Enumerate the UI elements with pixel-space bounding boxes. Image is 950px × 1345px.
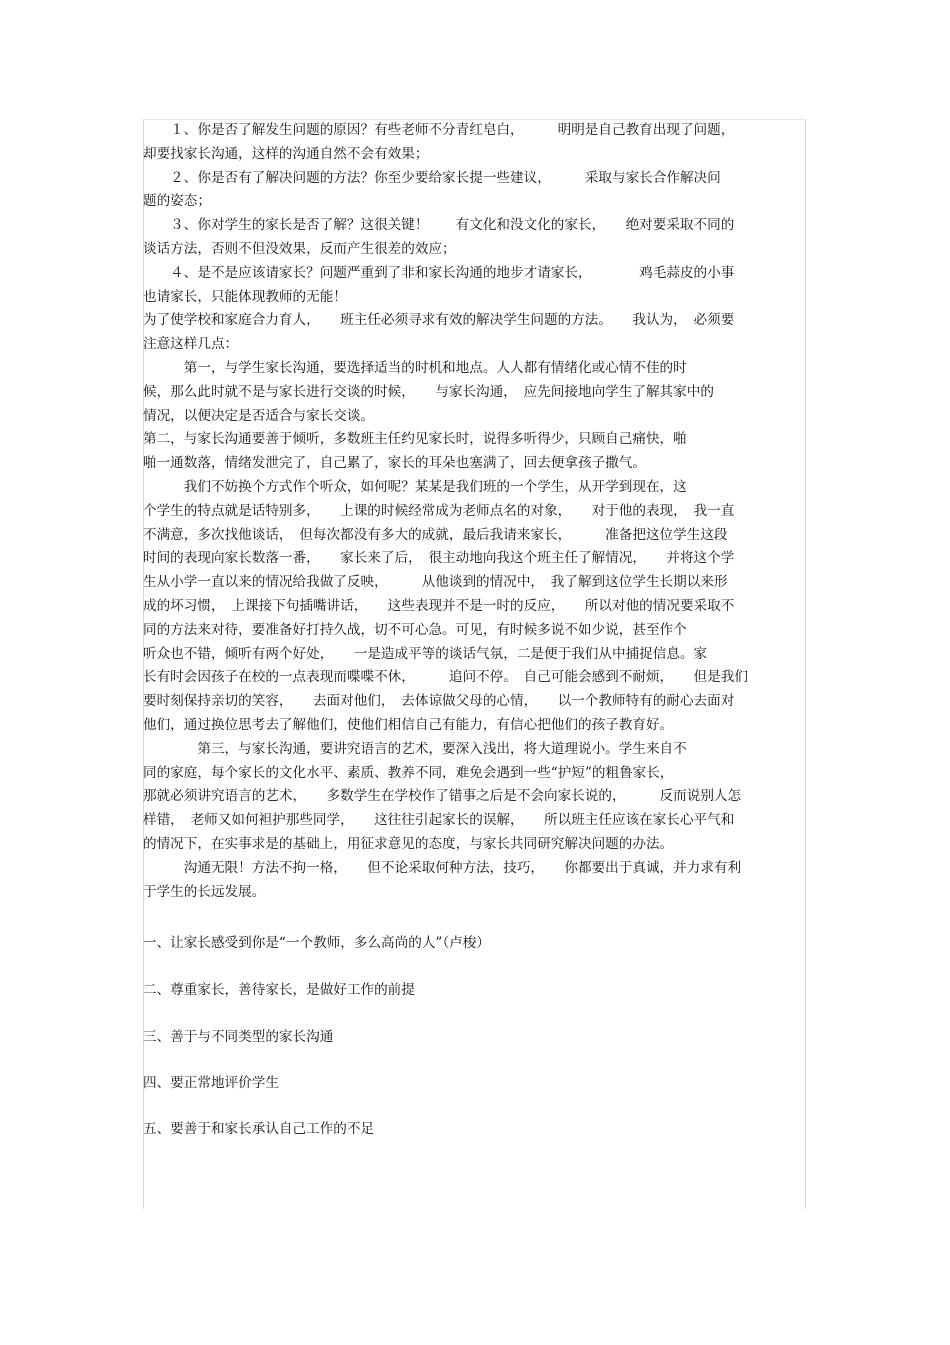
text-line: 个学生的特点就是话特别多， 上课的时候经常成为老师点名的对象， 对于他的表现， 我一直: [143, 502, 735, 519]
text-line: 啪一通数落，情绪发泄完了，自己累了，家长的耳朵也塞满了，回去便拿孩子撒气。: [143, 455, 646, 472]
text-line: 第二，与家长沟通要善于倾听，多数班主任约见家长时，说得多听得少，只顾自己痛快，啪: [143, 431, 687, 448]
text-line: 的情况下，在实事求是的基础上，用征求意见的态度，与家长共同研究解决问题的办法。: [143, 836, 674, 852]
text-line: ３、你对学生的家长是否了解？这很关键！ 有文化和没文化的家长， 绝对要采取不同的: [143, 217, 735, 234]
text-line: 生从小学一直以来的情况给我做了反映， 从他谈到的情况中， 我了解到这位学生长期以来形: [143, 574, 728, 591]
text-line: 同的家庭，每个家长的文化水平、素质、教养不同，难免会遇到一些“护短”的粗鲁家长，: [143, 764, 674, 781]
text-line: 为了使学校和家庭合力育人， 班主任必须寻求有效的解决学生问题的方法。 我认为， 必须要: [143, 312, 735, 329]
text-line: 他们，通过换位思考去了解他们，使他们相信自己有能力，有信心把他们的孩子教育好。: [143, 717, 674, 733]
text-line: 要时刻保持亲切的笑容， 去面对他们， 去体谅做父母的心情， 以一个教师特有的耐心去面对: [143, 693, 735, 710]
text-line: 谈话方法，否则不但没效果，反而产生很差的效应；: [143, 241, 456, 257]
text-line: 情况，以便决定是否适合与家长交谈。: [143, 407, 375, 424]
text-line: 长有时会因孩子在校的一点表现而喋喋不休， 追问不停。 自己可能会感到不耐烦， 但是我们: [143, 669, 748, 686]
section-heading: 二、尊重家长，善待家长，是做好工作的前提: [143, 982, 415, 998]
text-line: 于学生的长远发展。: [143, 883, 266, 900]
text-line: 也请家长，只能体现教师的无能！: [143, 288, 347, 305]
text-line: 沟通无限！方法不拘一格， 但不论采取何种方法，技巧， 你都要出于真诚，并力求有利: [143, 859, 742, 876]
text-line: 却要找家长沟通，这样的沟通自然不会有效果；: [143, 145, 429, 162]
text-line: 注意这样几点：: [143, 336, 239, 353]
text-line: 样错， 老师又如何袒护那些同学， 这往往引起家长的误解， 所以班主任应该在家长心平气和: [143, 812, 735, 829]
section-heading: 四、要正常地评价学生: [143, 1075, 279, 1091]
text-line: 同的方法来对待，要准备好打持久战，切不可心急。可见，有时候多说不如少说，甚至作个: [143, 621, 687, 638]
section-heading: 五、要善于和家长承认自己工作的不足: [143, 1121, 375, 1137]
section-heading: 三、善于与不同类型的家长沟通: [143, 1029, 334, 1045]
text-line: 第一，与学生家长沟通，要选择适当的时机和地点。人人都有情绪化或心情不佳的时: [143, 360, 687, 376]
text-line: 第三，与家长沟通，要讲究语言的艺术，要深入浅出，将大道理说小。学生来自不: [143, 740, 687, 757]
text-line: １、你是否了解发生问题的原因？有些老师不分青红皂白， 明明是自己教育出现了问题，: [143, 122, 735, 138]
text-line: 成的坏习惯， 上课接下句插嘴讲话， 这些表现并不是一时的反应， 所以对他的情况要采取不: [143, 598, 735, 614]
text-line: ２、你是否有了解决问题的方法？你至少要给家长提一些建议， 采取与家长合作解决问: [143, 169, 721, 186]
text-line: 不满意，多次找他谈话， 但每次都没有多大的成就，最后我请来家长， 准备把这位学生这段: [143, 526, 728, 543]
text-line: 时间的表现向家长数落一番， 家长来了后， 很主动地向我这个班主任了解情况， 并将这个学: [143, 550, 735, 567]
text-line: 那就必须讲究语言的艺术， 多数学生在学校作了错事之后是不会向家长说的， 反而说别人怎: [143, 788, 742, 805]
text-line: 候，那么此时就不是与家长进行交谈的时候， 与家长沟通， 应先间接地向学生了解其家中的: [143, 383, 714, 400]
text-line: 听众也不错，倾听有两个好处， 一是造成平等的谈话气氛，二是便于我们从中捕捉信息。家: [143, 645, 708, 662]
section-heading: 一、让家长感受到你是“一个教师，多么高尚的人”（卢梭）: [143, 935, 490, 951]
text-line: ４、是不是应该请家长？问题严重到了非和家长沟通的地步才请家长， 鸡毛蒜皮的小事: [143, 264, 735, 281]
text-line: 题的姿态；: [143, 193, 211, 210]
text-line: 我们不妨换个方式作个听众，如何呢？某某是我们班的一个学生，从开学到现在，这: [143, 479, 687, 495]
